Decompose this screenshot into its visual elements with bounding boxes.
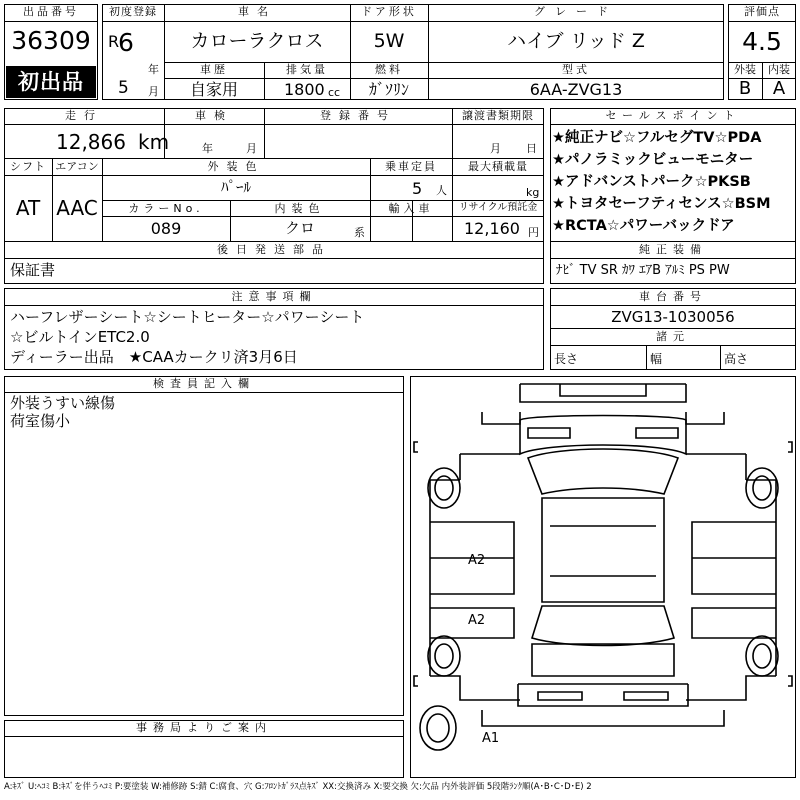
fuel-header: 燃料 bbox=[375, 63, 403, 76]
inspection-year-unit: 年 bbox=[202, 142, 213, 155]
notes-header: 注意事項欄 bbox=[231, 290, 317, 303]
model: 6AA-ZVG13 bbox=[529, 80, 623, 99]
first-reg-era: R bbox=[108, 32, 120, 51]
notes-line: ハーフレザーシート☆シートヒーター☆パワーシート bbox=[10, 308, 365, 326]
later-parts-header: 後日発送部品 bbox=[217, 243, 331, 256]
displacement: 1800 bbox=[284, 80, 325, 99]
score-value: 4.5 bbox=[742, 27, 782, 56]
car-name: カローラクロス bbox=[190, 30, 324, 52]
import-header: 輸入車 bbox=[388, 202, 434, 215]
notes-line: ☆ビルトインETC2.0 bbox=[10, 328, 150, 346]
first-reg-month-unit: 月 bbox=[148, 85, 159, 98]
shift: AT bbox=[15, 196, 41, 220]
transfer-deadline-header: 譲渡書類期限 bbox=[462, 109, 534, 122]
max-load-header: 最大積載量 bbox=[468, 160, 528, 173]
int-color: クロ bbox=[284, 219, 315, 237]
model-header: 型式 bbox=[562, 63, 590, 76]
lot-number: 36309 bbox=[11, 26, 91, 55]
first-reg-year: 6 bbox=[118, 28, 134, 57]
capacity-unit: 人 bbox=[436, 184, 447, 197]
damage-mark: A2 bbox=[468, 613, 486, 628]
transfer-month-unit: 月 bbox=[490, 142, 501, 155]
inspector-line: 荷室傷小 bbox=[10, 412, 71, 430]
ext-color-header: 外装色 bbox=[207, 160, 265, 173]
displacement-unit: cc bbox=[328, 86, 341, 99]
registration-header: 登録番号 bbox=[320, 109, 396, 122]
color-no-header: カラーNo. bbox=[128, 202, 204, 215]
inspector-header: 検査員記入欄 bbox=[153, 377, 255, 390]
sales-point: ★RCTA☆パワーバックドア bbox=[552, 218, 735, 234]
history: 自家用 bbox=[189, 80, 238, 99]
sales-point: ★トヨタセーフティセンス☆BSM bbox=[552, 196, 771, 212]
door-header: ドア形状 bbox=[361, 5, 417, 18]
inspection-header: 車検 bbox=[195, 109, 233, 122]
color-no: 089 bbox=[150, 219, 182, 238]
displacement-header: 排気量 bbox=[286, 63, 328, 76]
inspector-line: 外装うすい線傷 bbox=[10, 394, 116, 412]
car-diagram bbox=[410, 376, 796, 778]
interior-score-header: 内装 bbox=[768, 63, 790, 76]
sales-point: ★純正ナビ☆フルセグTV☆PDA bbox=[552, 130, 762, 146]
mileage-unit: km bbox=[138, 130, 170, 154]
equipment: ﾅﾋﾞ TV SR ｶﾜ ｴｱB ｱﾙﾐ PS PW bbox=[556, 263, 730, 278]
inspection-month-unit: 月 bbox=[246, 142, 257, 155]
damage-mark: A2 bbox=[468, 553, 486, 568]
car-name-header: 車名 bbox=[238, 5, 276, 18]
chassis-header: 車台番号 bbox=[639, 290, 707, 303]
aircon-header: エアコン bbox=[55, 160, 99, 173]
shift-header: シフト bbox=[10, 160, 46, 173]
recycle-unit: 円 bbox=[528, 226, 539, 239]
exterior-score-header: 外装 bbox=[734, 63, 756, 76]
grade-header: グレード bbox=[534, 5, 618, 18]
int-color-unit: 系 bbox=[354, 226, 365, 239]
interior-score: A bbox=[772, 78, 786, 99]
capacity-header: 乗車定員 bbox=[385, 160, 437, 173]
chassis-number: ZVG13-1030056 bbox=[611, 308, 735, 326]
notes-line: ディーラー出品 ★CAAカークリ済3月6日 bbox=[10, 348, 298, 366]
spec-length-label: 長さ bbox=[554, 352, 579, 366]
damage-mark: A1 bbox=[482, 731, 500, 746]
first-reg-year-unit: 年 bbox=[148, 63, 159, 76]
later-parts: 保証書 bbox=[10, 261, 56, 279]
capacity: 5 bbox=[412, 179, 423, 198]
history-header: 車歴 bbox=[200, 63, 228, 76]
exterior-score: B bbox=[738, 78, 752, 99]
recycle-amount: 12,160 bbox=[464, 219, 520, 238]
spec-width-label: 幅 bbox=[650, 352, 663, 366]
equipment-header: 純正装備 bbox=[639, 243, 707, 256]
fuel: ｶﾞｿﾘﾝ bbox=[368, 80, 409, 99]
transfer-day-unit: 日 bbox=[526, 142, 537, 155]
sales-point: ★アドバンストパーク☆PKSB bbox=[552, 174, 751, 190]
first-listing-badge: 初出品 bbox=[6, 66, 96, 98]
recycle-header: リサイクル預託金 bbox=[458, 202, 538, 213]
grade: ハイブ リッド Z bbox=[507, 30, 645, 52]
spec-height-label: 高さ bbox=[724, 352, 749, 366]
first-reg-header: 初度登録 bbox=[109, 5, 157, 18]
sales-points-header: セールスポイント bbox=[605, 109, 741, 122]
lot-number-header: 出品番号 bbox=[23, 5, 79, 18]
int-color-header: 内装色 bbox=[274, 202, 326, 215]
ext-color: ﾊﾟｰﾙ bbox=[220, 178, 251, 196]
score-header: 評価点 bbox=[744, 5, 780, 18]
mileage-header: 走行 bbox=[65, 109, 103, 122]
door-type: 5W bbox=[373, 30, 405, 52]
specs-header: 諸元 bbox=[656, 330, 690, 343]
legend: A:ｷｽﾞ U:ﾍｺﾐ B:ｷｽﾞを伴うﾍｺﾐ P:要塗装 W:補修跡 S:錆 C:腐食、穴 G:ﾌﾛﾝﾄｶﾞﾗｽ点ｷｽﾞ XX:交換済み X:要交換 欠:欠品 内外装評価 5段階ﾗﾝｸ順(A･B･C･D･E) 2 bbox=[4, 782, 592, 792]
max-load-unit: kg bbox=[526, 186, 540, 199]
aircon: AAC bbox=[56, 196, 98, 220]
office-header: 事務局よりご案内 bbox=[136, 721, 272, 734]
sales-point: ★パノラミックビューモニター bbox=[552, 152, 754, 168]
mileage: 12,866 bbox=[56, 130, 126, 154]
first-reg-month: 5 bbox=[118, 78, 129, 98]
